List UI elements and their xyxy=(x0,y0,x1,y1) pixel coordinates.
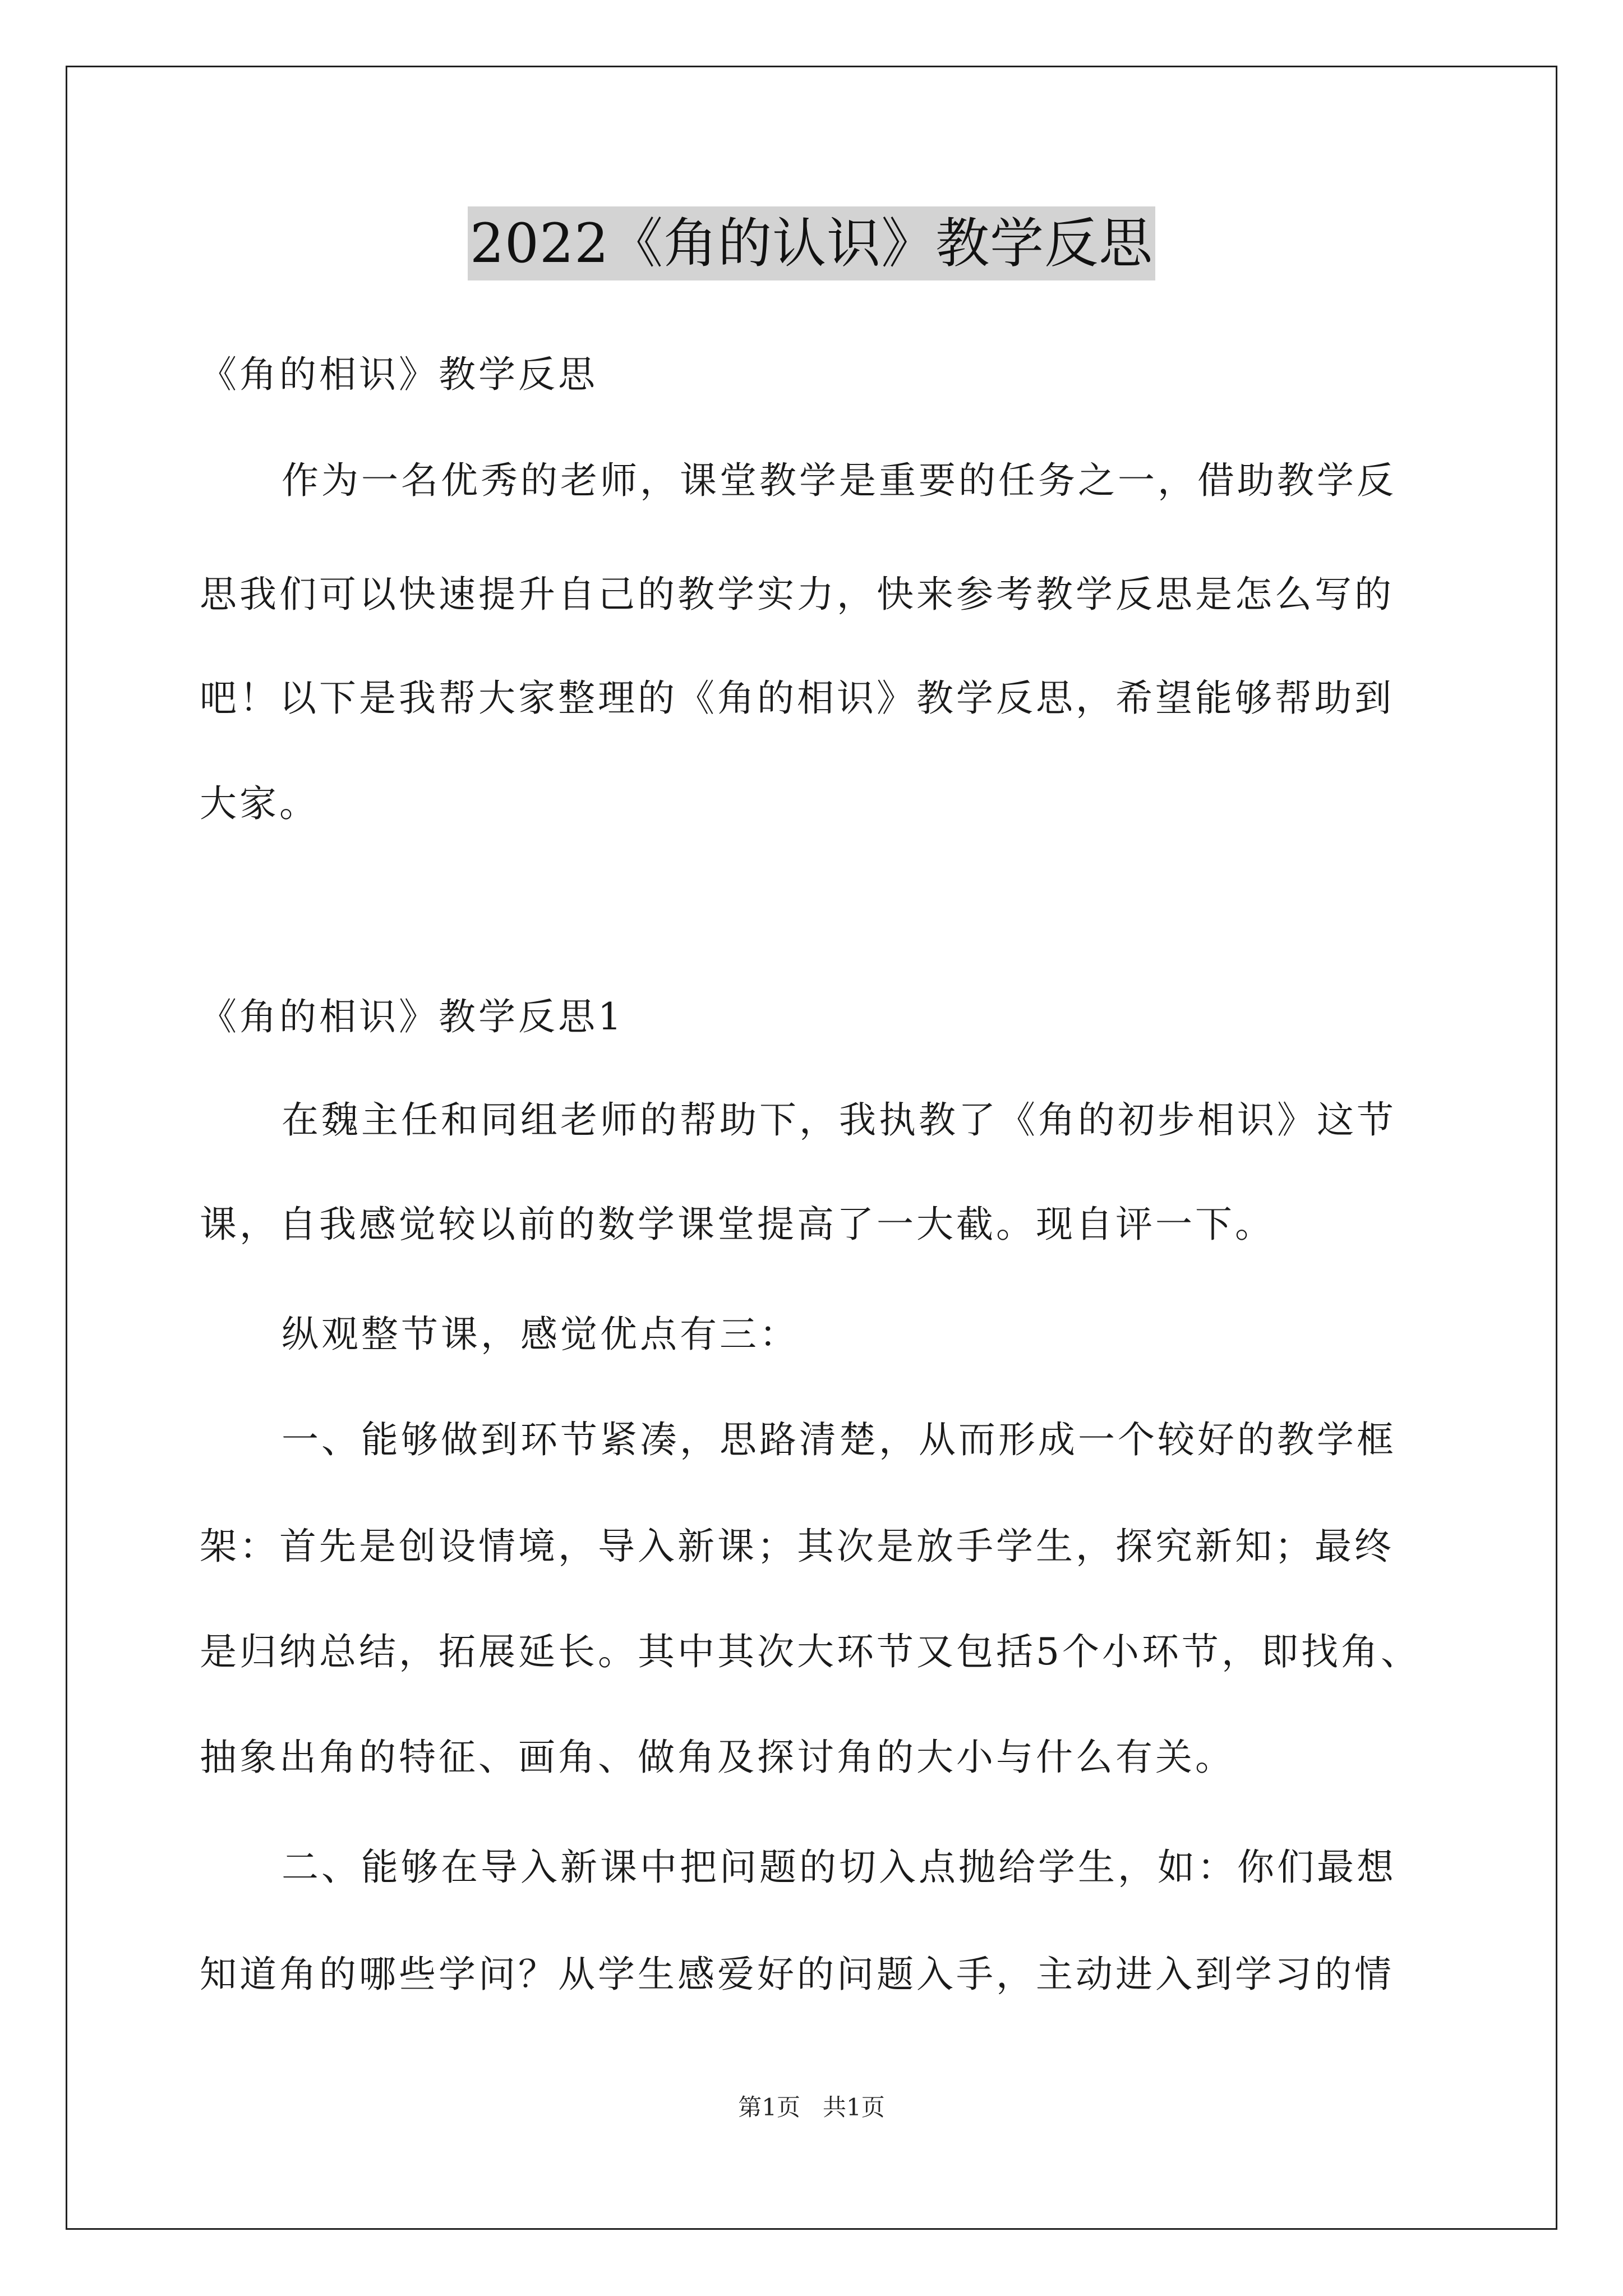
paragraph-line: 在魏主任和同组老师的帮助下，我执教了《角的初步相识》这节 xyxy=(282,1098,1396,1142)
title-container xyxy=(0,206,1623,280)
paragraph-line: 抽象出角的特征、画角、做角及探讨角的大小与什么有关。 xyxy=(200,1736,1235,1779)
document-title: 2022《角的认识》教学反思 xyxy=(468,206,1155,280)
paragraph-line: 课，自我感觉较以前的数学课堂提高了一大截。现自评一下。 xyxy=(200,1203,1275,1246)
paragraph-line: 架：首先是创设情境，导入新课；其次是放手学生，探究新知；最终 xyxy=(200,1525,1394,1568)
paragraph-line: 一、能够做到环节紧凑，思路清楚，从而形成一个较好的教学框 xyxy=(282,1418,1396,1461)
page-number-footer: 第1页 共1页 xyxy=(738,2093,885,2121)
paragraph-line: 是归纳总结，拓展延长。其中其次大环节又包括5个小环节，即找角、 xyxy=(200,1630,1421,1673)
paragraph-line: 二、能够在导入新课中把问题的切入点抛给学生，如：你们最想 xyxy=(282,1846,1396,1889)
section-heading: 《角的相识》教学反思1 xyxy=(200,995,624,1038)
subtitle-heading: 《角的相识》教学反思 xyxy=(200,353,598,396)
paragraph-line: 大家。 xyxy=(200,782,319,825)
paragraph-line: 知道角的哪些学问？从学生感爱好的问题入手，主动进入到学习的情 xyxy=(200,1953,1394,1996)
paragraph-line: 思我们可以快速提升自己的教学实力，快来参考教学反思是怎么写的 xyxy=(200,573,1394,616)
paragraph-line: 纵观整节课，感觉优点有三： xyxy=(282,1313,799,1356)
paragraph-line: 吧！以下是我帮大家整理的《角的相识》教学反思，希望能够帮助到 xyxy=(200,677,1394,720)
paragraph-line: 作为一名优秀的老师，课堂教学是重要的任务之一，借助教学反 xyxy=(282,459,1396,502)
